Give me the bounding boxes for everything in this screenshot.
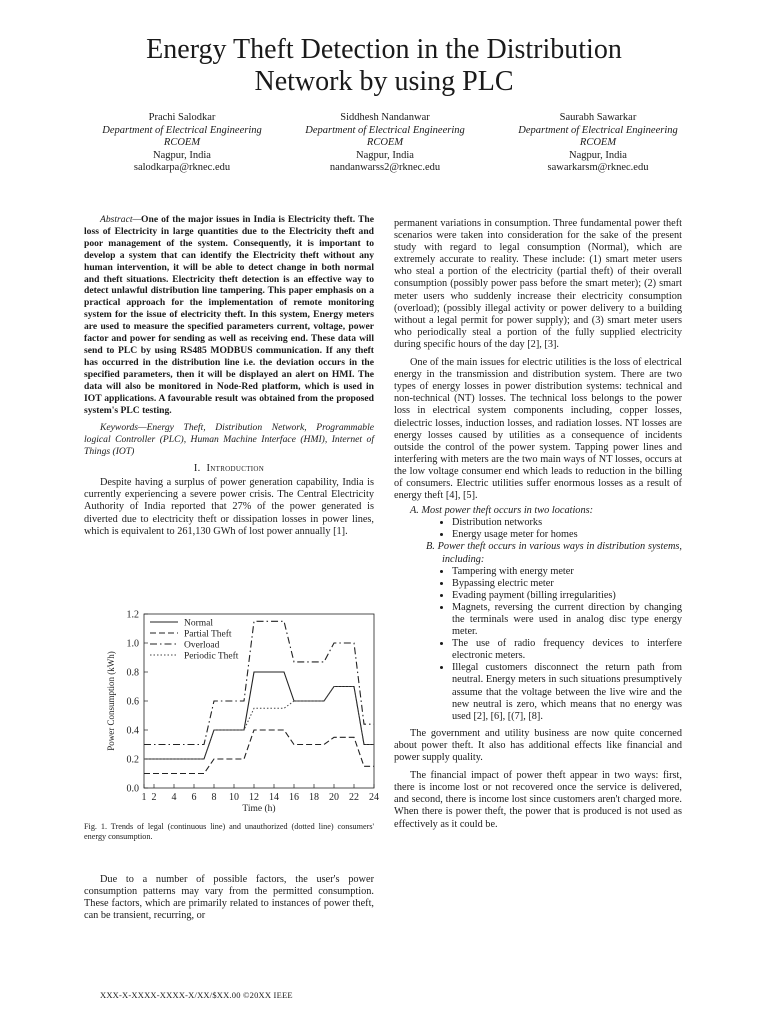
legend-label: Normal xyxy=(184,618,214,629)
legend-label: Partial Theft xyxy=(184,629,232,640)
x-tick-label: 4 xyxy=(171,792,177,803)
right-paragraph-4: The financial impact of power theft appear in two ways: first, there is income lost or not recovered once the service is delivered, and second, there is income lost since customers aren't charged more. When there is power theft, the power that is produced is not used as effectively as it could be. xyxy=(394,770,682,830)
x-tick-label: 14 xyxy=(269,792,279,803)
x-tick-label: 20 xyxy=(329,792,339,803)
list-item: • Bypassing electric meter xyxy=(452,578,682,590)
chart-axes xyxy=(106,610,379,815)
author-dept: Department of Electrical Engineering xyxy=(518,124,678,136)
list-item: • Illegal customers disconnect the return path from neutral. Energy meters in such situations presumptively assume that the voltage between the live wire and the new neutral is zero, which means that no energy was used [2], [6], [(7], [8]. xyxy=(452,662,682,722)
intro-paragraph-1: Despite having a surplus of power generation capability, India is currently experiencing a severe power crisis. The Central Electricity Authority of India reported that 27% of the power generated is diverted due to electricity theft or dissipation losses in power lines, which is equivalent to 261,130 GWh of lost power annually [1]. xyxy=(84,477,374,537)
series-line-overload xyxy=(144,618,374,744)
abstract xyxy=(84,214,374,416)
x-tick-label: 18 xyxy=(309,792,319,803)
footer-copyright: XXX-X-XXXX-XXXX-X/XX/$XX.00 ©20XX IEEE xyxy=(100,990,293,1000)
author-block-2 xyxy=(285,112,485,175)
author-org: RCOEM xyxy=(366,137,404,149)
author-city: Nagpur, India xyxy=(356,149,414,161)
y-tick-label: 0.8 xyxy=(126,667,139,679)
right-paragraph-1: permanent variations in consumption. Three fundamental power theft scenarios were taken into consideration for the sake of the present study with regard to legal consumption (Normal), which are extremely accurate to reality. These include: (1) smart meter users who steal a portion of the electricity (partial theft) of their overall consumption (possibly power pass before the smart meter); (2) smart meter users who suddenly increase their electricity consumption (overload); (possibly illegal activity or power delivery to a building without a legal permit for power supply); and (3) smart meter users who periodically steal a portion of the fully supplied electricity during specific hours of the day [2], [3]. xyxy=(394,218,682,350)
y-tick-label: 1.2 xyxy=(126,609,139,621)
x-tick-label: 16 xyxy=(289,792,299,803)
author-block-1 xyxy=(82,112,282,175)
y-tick-label: 0.4 xyxy=(126,725,139,737)
author-email: sawarkarsm@rknec.edu xyxy=(547,162,649,174)
author-email: salodkarpa@rknec.edu xyxy=(133,162,231,174)
x-tick-label: 12 xyxy=(249,792,259,803)
subsection-b: B. Power theft occurs in various ways in distribution systems, including: xyxy=(426,541,682,565)
y-axis-label: Power Consumption (kWh) xyxy=(106,651,116,751)
figure-caption: Fig. 1. Trends of legal (continuous line) and unauthorized (dotted line) consumers' energy consumption. xyxy=(84,822,374,841)
section-heading xyxy=(84,463,374,475)
section-title: Introduction xyxy=(206,463,265,475)
power-consumption-chart xyxy=(84,606,380,820)
chart-series-layer xyxy=(144,618,374,773)
series-line-periodic-theft xyxy=(144,687,374,760)
list-item: • Tampering with energy meter xyxy=(452,566,682,578)
chart-legend xyxy=(150,619,239,662)
author-dept: Department of Electrical Engineering xyxy=(102,124,262,136)
list-item: • Evading payment (billing irregularities) xyxy=(452,590,682,602)
list-item: • Distribution networks xyxy=(452,517,682,529)
author-name: Prachi Salodkar xyxy=(148,112,216,123)
legend-label: Overload xyxy=(184,640,220,651)
author-name: Saurabh Sawarkar xyxy=(559,112,637,123)
author-city: Nagpur, India xyxy=(569,149,627,161)
paper-title xyxy=(60,34,708,98)
author-org: RCOEM xyxy=(163,137,201,149)
y-tick-label: 0.0 xyxy=(126,783,139,795)
abstract-text: One of the major issues in India is Electricity theft. The loss of Electricity in large quantities due to the Electricity theft and poor management of the system. Consequently, it is important to develop a system that can identify the Electricity theft without any human intervention, it will be able to detect change in both normal and theft situations. Electricity theft detection is an effective way to detect unlawful distribution line tampering. This paper emphasis on a practical approach for the implementation of remote monitoring system for the issue of electricity theft. In this system, Energy meters are used to measure the specified parameters current, voltage, power factor and power for sending as well as receiving end. These data will send to PLC by using RS485 MODBUS communication. If any theft has occurred in the distribution line i.e. the deviation occurs in the specified parameters, then it will be displayed an alert on HMI. The data will also be monitored in Node-Red platform, which is used in IOT applications. A favourable result was obtained from the proposed system's PLC testing. xyxy=(84,214,374,416)
keywords-text: Energy Theft, Distribution Network, Programmable logical Controller (PLC), Human Machine Interface (HMI), Internet of Things (IOT) xyxy=(84,422,374,458)
section-number: I. xyxy=(193,463,201,475)
right-paragraph-3: The government and utility business are now quite concerned about power theft. It also has additional effects like financial and power supply quality. xyxy=(394,727,682,764)
x-tick-label: 6 xyxy=(191,792,197,803)
plot-frame xyxy=(144,614,374,788)
author-block-3 xyxy=(498,112,698,175)
list-a xyxy=(394,517,682,541)
abstract-label: Abstract— xyxy=(100,214,142,225)
author-city: Nagpur, India xyxy=(153,149,211,161)
author-name: Siddhesh Nandanwar xyxy=(340,112,430,123)
keywords xyxy=(84,422,374,458)
x-axis-label: Time (h) xyxy=(242,804,276,814)
right-paragraph-2: One of the main issues for electric utilities is the loss of electrical energy in the transmission and distribution system. There are two types of energy losses in power distribution systems: technical and non-technical (NT) losses. The technical loss belongs to the power loss in electrical system components including, copper losses, dielectric losses, induction losses, and radiation losses. NT losses are energy losses caused by utilities as a consequence of incidents outside the control of the power system. Tapping power lines and interfering with meters are the two main ways of NT losses, occurs at the low voltage consumer end which leads to reduction in the billing of consumers. Electric utilities suffer enormous losses as a result of energy theft [4], [5]. xyxy=(394,357,682,502)
series-line-partial-theft xyxy=(144,730,374,774)
y-tick-label: 0.2 xyxy=(126,754,139,766)
x-tick-label: 24 xyxy=(369,792,379,803)
right-column xyxy=(394,218,682,831)
intro-paragraph-2: Due to a number of possible factors, the user's power consumption patterns may vary from the permitted consumption. These factors, which are primarily related to instances of power theft, can be transient, recurring, or xyxy=(84,874,374,922)
title-line-1: Energy Theft Detection in the Distribution xyxy=(146,34,622,65)
author-email: nandanwarss2@rknec.edu xyxy=(329,162,441,174)
x-tick-label: 1 xyxy=(141,792,147,803)
legend-label: Periodic Theft xyxy=(184,651,239,662)
y-tick-label: 1.0 xyxy=(126,638,139,650)
x-tick-label: 2 xyxy=(151,792,157,803)
x-tick-label: 22 xyxy=(349,792,359,803)
author-org: RCOEM xyxy=(579,137,617,149)
list-item: • The use of radio frequency devices to interfere electronic meters. xyxy=(452,638,682,662)
list-item: • Energy usage meter for homes xyxy=(452,529,682,541)
series-line-normal xyxy=(144,672,374,759)
x-tick-label: 8 xyxy=(211,792,217,803)
left-column-bottom xyxy=(84,874,374,922)
x-tick-label: 10 xyxy=(229,792,239,803)
list-b xyxy=(394,566,682,723)
figure-caption-block xyxy=(84,822,374,842)
subsection-a: A. Most power theft occurs in two locations: xyxy=(410,505,594,517)
keywords-label: Keywords— xyxy=(100,422,147,434)
title-line-2: Network by using PLC xyxy=(254,66,514,97)
y-tick-label: 0.6 xyxy=(126,696,139,708)
left-column-top xyxy=(84,214,374,538)
author-dept: Department of Electrical Engineering xyxy=(305,124,465,136)
list-item: • Magnets, reversing the current direction by changing the terminals were used in analog disc type energy meter. xyxy=(452,602,682,638)
